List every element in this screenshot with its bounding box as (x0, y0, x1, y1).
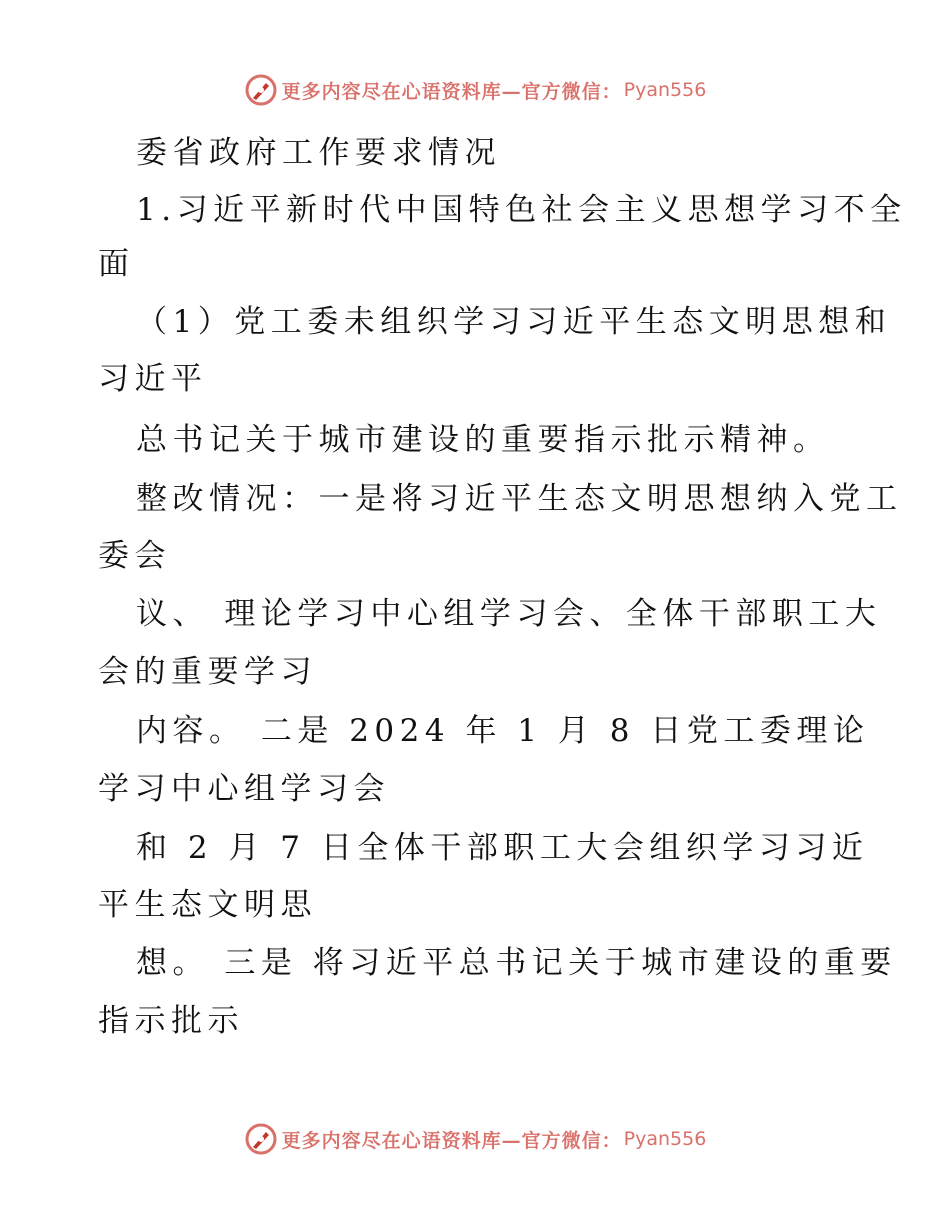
watermark-wechat-id: Pyan556 (623, 79, 707, 101)
watermark-wechat-id: Pyan556 (623, 1128, 707, 1150)
text-line: （1）党工委未组织学习习近平生态文明思想和 (136, 304, 892, 340)
text-line: 整改情况：一是将习近平生态文明思想纳入党工 (136, 481, 903, 517)
pen-logo-icon (244, 1122, 278, 1156)
text-line: 委省政府工作要求情况 (136, 135, 501, 171)
text-line: 习近平 (98, 361, 208, 397)
text-line: 内容。 二是 2024 年 1 月 8 日党工委理论 (136, 713, 870, 749)
text-line: 平生态文明思 (98, 887, 317, 923)
text-line: 指示批示 (98, 1003, 244, 1039)
text-line: 想。 三是 将习近平总书记关于城市建设的重要 (136, 945, 897, 981)
watermark-text: 更多内容尽在心语资料库—官方微信： (281, 1129, 622, 1152)
header-watermark (0, 70, 950, 110)
text-line: 面 (98, 246, 135, 282)
text-line: 总书记关于城市建设的重要指示批示精神。 (136, 422, 830, 458)
watermark-text: 更多内容尽在心语资料库—官方微信： (281, 80, 622, 103)
text-line: 会的重要学习 (98, 654, 317, 690)
text-line: 1.习近平新时代中国特色社会主义思想学习不全 (136, 192, 907, 228)
text-line: 议、 理论学习中心组学习会、全体干部职工大 (136, 596, 882, 632)
pen-logo-icon (244, 73, 278, 107)
text-line: 委会 (98, 538, 171, 574)
text-line: 和 2 月 7 日全体干部职工大会组织学习习近 (136, 830, 869, 866)
text-line: 学习中心组学习会 (98, 771, 390, 807)
footer-watermark (0, 1119, 950, 1159)
